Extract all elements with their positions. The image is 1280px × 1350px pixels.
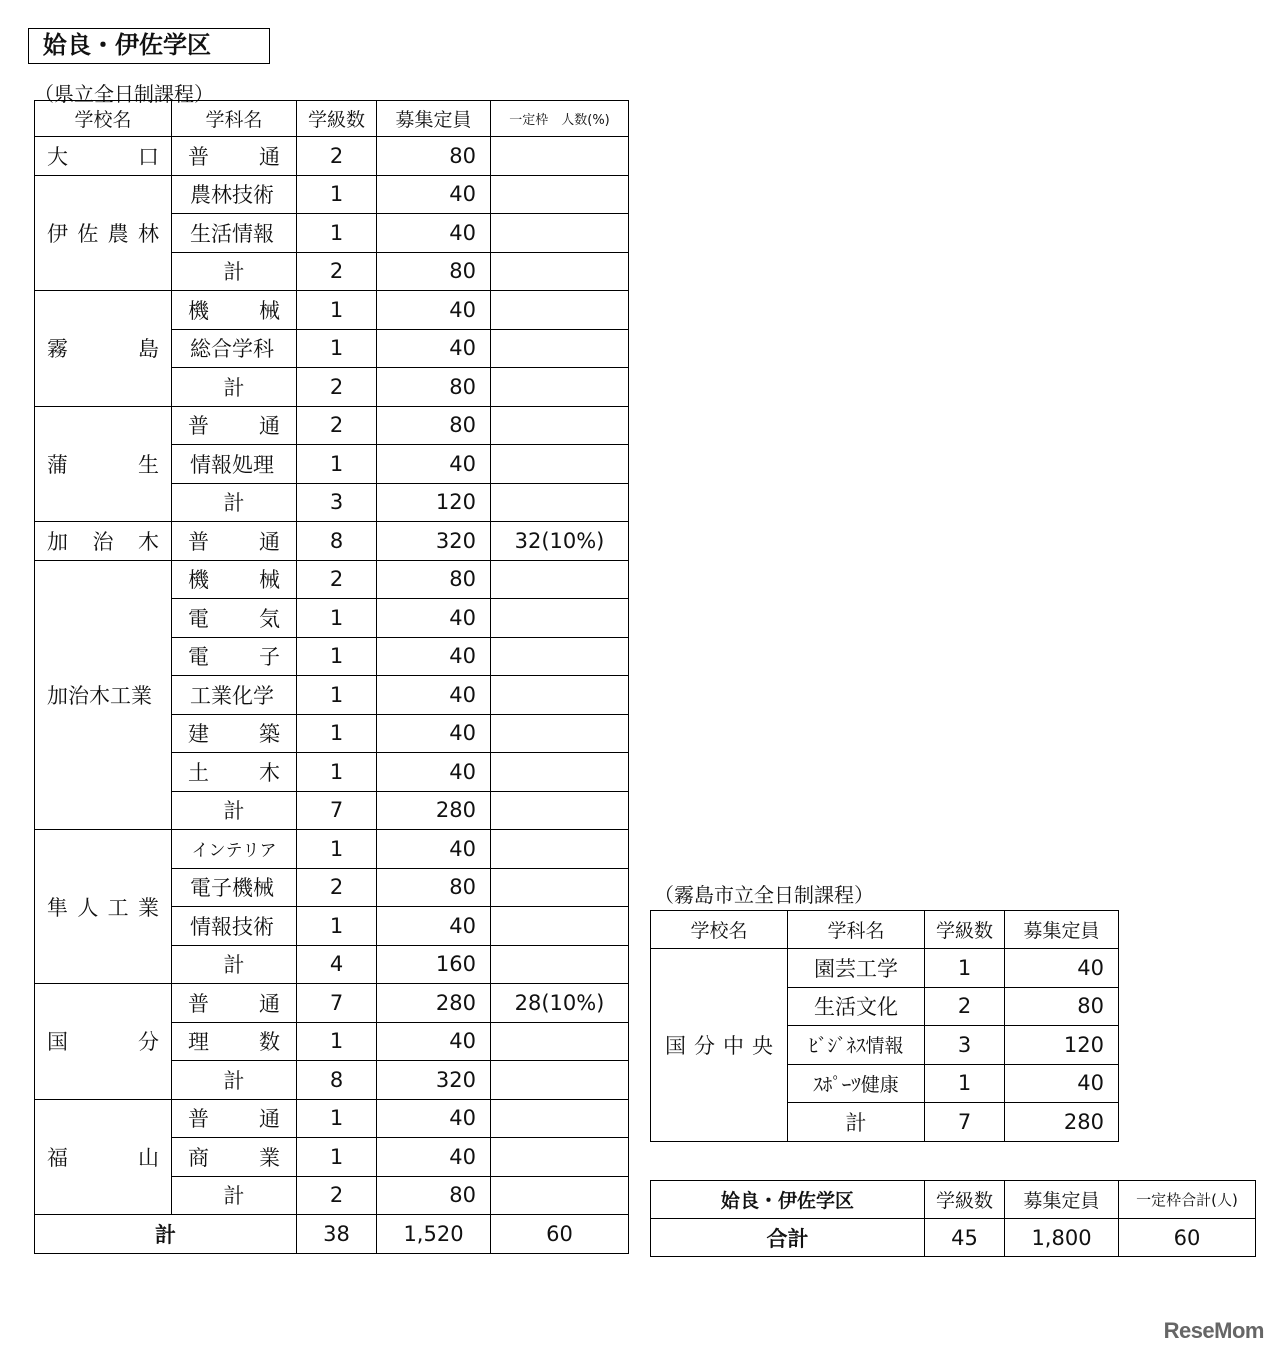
capacity: 40: [377, 1022, 491, 1061]
department-name: ｽﾎﾟｰﾂ健康: [788, 1064, 925, 1103]
department-name: 情報処理: [172, 445, 297, 484]
class-count: 2: [297, 1176, 377, 1215]
department-name: 建 築: [172, 714, 297, 753]
class-count: 1: [297, 445, 377, 484]
class-count: 1: [925, 1064, 1005, 1103]
quota: 32(10%): [491, 522, 629, 561]
capacity: 160: [377, 945, 491, 984]
department-name: インテリア: [172, 830, 297, 869]
class-count: 2: [297, 406, 377, 445]
table-row: [35, 560, 629, 599]
capacity: 40: [377, 214, 491, 253]
department-name: 計: [172, 791, 297, 830]
capacity: 40: [1005, 949, 1119, 988]
capacity: 280: [1005, 1103, 1119, 1142]
summary-total-label: 合計: [651, 1219, 925, 1257]
quota: [491, 406, 629, 445]
prefectural-header-cell: 学科名: [172, 101, 297, 137]
department-name: 生活情報: [172, 214, 297, 253]
department-name: 情報技術: [172, 907, 297, 946]
municipal-header-cell: 学級数: [925, 911, 1005, 949]
class-count: 2: [297, 137, 377, 176]
class-count: 1: [297, 1022, 377, 1061]
class-count: 1: [297, 753, 377, 792]
school-name: 大 口: [35, 137, 172, 176]
department-name: 農林技術: [172, 175, 297, 214]
class-count: 8: [297, 1061, 377, 1100]
municipal-header-cell: 学校名: [651, 911, 788, 949]
department-name: 土 木: [172, 753, 297, 792]
capacity: 80: [377, 368, 491, 407]
summary-header-capacity: 募集定員: [1005, 1181, 1119, 1219]
quota: [491, 175, 629, 214]
class-count: 1: [297, 329, 377, 368]
quota: [491, 445, 629, 484]
class-count: 1: [297, 599, 377, 638]
department-name: 生活文化: [788, 987, 925, 1026]
prefectural-total-quota: 60: [491, 1215, 629, 1254]
quota: [491, 368, 629, 407]
class-count: 2: [297, 252, 377, 291]
capacity: 40: [377, 907, 491, 946]
department-name: 計: [172, 1061, 297, 1100]
capacity: 40: [377, 329, 491, 368]
table-row: [35, 291, 629, 330]
table-row: [35, 984, 629, 1023]
department-name: 普 通: [172, 137, 297, 176]
prefectural-total-label: 計: [35, 1215, 297, 1254]
class-count: 7: [297, 984, 377, 1023]
department-name: 普 通: [172, 406, 297, 445]
prefectural-total-capacity: 1,520: [377, 1215, 491, 1254]
capacity: 120: [1005, 1026, 1119, 1065]
department-name: 電子機械: [172, 868, 297, 907]
capacity: 280: [377, 791, 491, 830]
quota: [491, 214, 629, 253]
department-name: 計: [788, 1103, 925, 1142]
class-count: 2: [925, 987, 1005, 1026]
department-name: 計: [172, 252, 297, 291]
capacity: 80: [377, 137, 491, 176]
school-name: 国 分: [35, 984, 172, 1100]
page-title: 姶良・伊佐学区: [28, 28, 270, 64]
municipal-caption: （霧島市立全日制課程）: [654, 883, 874, 907]
table-row: [35, 522, 629, 561]
class-count: 4: [297, 945, 377, 984]
class-count: 1: [297, 1138, 377, 1177]
class-count: 3: [297, 483, 377, 522]
summary-table: [650, 1180, 1256, 1257]
class-count: 1: [297, 714, 377, 753]
class-count: 2: [297, 368, 377, 407]
capacity: 40: [377, 599, 491, 638]
department-name: 普 通: [172, 1099, 297, 1138]
municipal-header-cell: 募集定員: [1005, 911, 1119, 949]
capacity: 40: [377, 637, 491, 676]
class-count: 7: [297, 791, 377, 830]
department-name: 普 通: [172, 984, 297, 1023]
class-count: 1: [297, 291, 377, 330]
capacity: 40: [377, 753, 491, 792]
prefectural-header-cell: 学校名: [35, 101, 172, 137]
capacity: 280: [377, 984, 491, 1023]
prefectural-header-cell: 学級数: [297, 101, 377, 137]
capacity: 40: [377, 1099, 491, 1138]
department-name: 計: [172, 945, 297, 984]
school-name: 加治木: [35, 522, 172, 561]
table-row: [35, 830, 629, 869]
table-row: [35, 137, 629, 176]
capacity: 120: [377, 483, 491, 522]
department-name: 工業化学: [172, 676, 297, 715]
quota: [491, 560, 629, 599]
prefectural-caption: （県立全日制課程）: [34, 82, 214, 106]
resemom-logo: ReseMom: [1163, 1318, 1264, 1343]
municipal-header-cell: 学科名: [788, 911, 925, 949]
capacity: 40: [1005, 1064, 1119, 1103]
department-name: 園芸工学: [788, 949, 925, 988]
class-count: 2: [297, 560, 377, 599]
department-name: 総合学科: [172, 329, 297, 368]
summary-header-district: 姶良・伊佐学区: [651, 1181, 925, 1219]
capacity: 40: [377, 830, 491, 869]
school-name: 霧 島: [35, 291, 172, 407]
quota: [491, 1138, 629, 1177]
class-count: 8: [297, 522, 377, 561]
class-count: 7: [925, 1103, 1005, 1142]
municipal-table: [650, 910, 1119, 1142]
class-count: 1: [297, 175, 377, 214]
table-row: [35, 406, 629, 445]
prefectural-total-classes: 38: [297, 1215, 377, 1254]
capacity: 80: [377, 252, 491, 291]
quota: [491, 868, 629, 907]
school-name: 隼人工業: [35, 830, 172, 984]
school-name: 加治木工業: [35, 560, 172, 830]
quota: [491, 137, 629, 176]
class-count: 1: [297, 214, 377, 253]
quota: [491, 291, 629, 330]
capacity: 40: [377, 175, 491, 214]
capacity: 80: [377, 868, 491, 907]
quota: [491, 907, 629, 946]
class-count: 1: [297, 830, 377, 869]
quota: [491, 637, 629, 676]
quota: [491, 1099, 629, 1138]
quota: [491, 714, 629, 753]
quota: [491, 945, 629, 984]
quota: [491, 329, 629, 368]
department-name: 理 数: [172, 1022, 297, 1061]
quota: [491, 599, 629, 638]
prefectural-header-cell: 一定枠 人数(%): [491, 101, 629, 137]
department-name: 電 子: [172, 637, 297, 676]
class-count: 1: [297, 637, 377, 676]
department-name: 計: [172, 483, 297, 522]
capacity: 40: [377, 676, 491, 715]
school-name: 伊佐農林: [35, 175, 172, 291]
summary-total-classes: 45: [925, 1219, 1005, 1257]
school-name: 蒲 生: [35, 406, 172, 522]
table-row: [35, 1099, 629, 1138]
summary-header-classes: 学級数: [925, 1181, 1005, 1219]
prefectural-table: [34, 100, 629, 1254]
summary-total-quota: 60: [1119, 1219, 1256, 1257]
department-name: 機 械: [172, 291, 297, 330]
department-name: ﾋﾞｼﾞﾈｽ情報: [788, 1026, 925, 1065]
school-name: 国分中央: [651, 949, 788, 1142]
quota: [491, 1022, 629, 1061]
capacity: 40: [377, 1138, 491, 1177]
quota: [491, 252, 629, 291]
capacity: 80: [1005, 987, 1119, 1026]
capacity: 40: [377, 291, 491, 330]
quota: 28(10%): [491, 984, 629, 1023]
capacity: 80: [377, 406, 491, 445]
class-count: 1: [297, 907, 377, 946]
department-name: 電 気: [172, 599, 297, 638]
quota: [491, 1176, 629, 1215]
summary-total-capacity: 1,800: [1005, 1219, 1119, 1257]
summary-header-quota: 一定枠合計(人): [1119, 1181, 1256, 1219]
table-row: [35, 175, 629, 214]
department-name: 普 通: [172, 522, 297, 561]
department-name: 機 械: [172, 560, 297, 599]
class-count: 1: [925, 949, 1005, 988]
capacity: 80: [377, 1176, 491, 1215]
class-count: 2: [297, 868, 377, 907]
capacity: 80: [377, 560, 491, 599]
capacity: 40: [377, 714, 491, 753]
capacity: 320: [377, 1061, 491, 1100]
class-count: 1: [297, 1099, 377, 1138]
department-name: 計: [172, 368, 297, 407]
table-row: [651, 949, 1119, 988]
school-name: 福 山: [35, 1099, 172, 1215]
department-name: 計: [172, 1176, 297, 1215]
capacity: 40: [377, 445, 491, 484]
quota: [491, 830, 629, 869]
capacity: 320: [377, 522, 491, 561]
quota: [491, 753, 629, 792]
department-name: 商 業: [172, 1138, 297, 1177]
class-count: 1: [297, 676, 377, 715]
quota: [491, 791, 629, 830]
quota: [491, 676, 629, 715]
quota: [491, 483, 629, 522]
prefectural-header-cell: 募集定員: [377, 101, 491, 137]
quota: [491, 1061, 629, 1100]
class-count: 3: [925, 1026, 1005, 1065]
